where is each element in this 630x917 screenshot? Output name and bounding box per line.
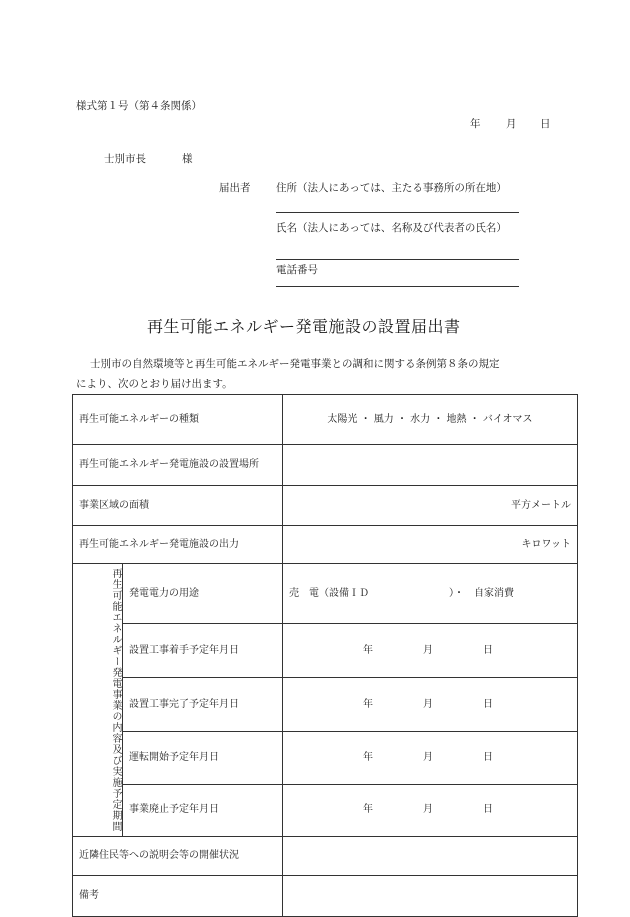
date-month-label: 月 bbox=[506, 118, 517, 130]
month-label: 月 bbox=[423, 644, 433, 656]
addressee-suffix: 様 bbox=[182, 153, 193, 165]
addressee: 士別市長 bbox=[104, 153, 146, 165]
month-label: 月 bbox=[423, 804, 433, 816]
area-unit[interactable]: 平方メートル bbox=[283, 486, 578, 526]
usage-option-paren: ）・ bbox=[449, 587, 464, 599]
group-label-a: 再生可能エネルギー発電事業 bbox=[110, 568, 121, 711]
remarks-label: 備考 bbox=[73, 876, 283, 917]
table-row bbox=[73, 678, 578, 732]
usage-option-self: 自家消費 bbox=[474, 587, 514, 599]
phone-line bbox=[276, 286, 519, 287]
intro-line-2: により、次のとおり届け出ます。 bbox=[76, 378, 233, 390]
form-number: 様式第１号（第４条関係） bbox=[76, 100, 202, 112]
day-label: 日 bbox=[483, 804, 493, 816]
location-value[interactable] bbox=[283, 445, 578, 486]
briefing-value[interactable] bbox=[283, 837, 578, 876]
applicant-label: 届出者 bbox=[219, 182, 251, 194]
energy-type-options[interactable]: 太陽光 ・ 風力 ・ 水力 ・ 地熱 ・ バイオマス bbox=[283, 395, 578, 445]
name-line bbox=[276, 259, 519, 260]
location-label: 再生可能エネルギー発電施設の設置場所 bbox=[73, 445, 283, 486]
intro-line-1: 士別市の自然環境等と再生可能エネルギー発電事業との調和に関する条例第８条の規定 bbox=[90, 358, 500, 370]
day-label: 日 bbox=[483, 752, 493, 763]
schedule-date[interactable] bbox=[283, 624, 578, 678]
month-label: 月 bbox=[423, 698, 433, 710]
year-label: 年 bbox=[363, 698, 373, 710]
date-day-label: 日 bbox=[540, 118, 551, 130]
table-row bbox=[73, 784, 578, 836]
table-row bbox=[73, 445, 578, 486]
table-row bbox=[73, 486, 578, 526]
phone-label: 電話番号 bbox=[276, 264, 318, 276]
schedule-label: 事業廃止予定年月日 bbox=[123, 784, 283, 836]
year-label: 年 bbox=[363, 804, 373, 816]
table-row bbox=[73, 395, 578, 445]
table-row bbox=[73, 732, 578, 784]
table-row bbox=[73, 526, 578, 564]
address-label: 住所（法人にあっては、主たる事務所の所在地） bbox=[276, 182, 507, 194]
table-row bbox=[73, 837, 578, 876]
table-row bbox=[73, 564, 578, 624]
output-label: 再生可能エネルギー発電施設の出力 bbox=[73, 526, 283, 564]
area-label: 事業区域の面積 bbox=[73, 486, 283, 526]
table-row bbox=[73, 624, 578, 678]
group-label-b: の内容及び実施予定期間 bbox=[110, 711, 121, 832]
group-label-cell bbox=[73, 564, 123, 837]
table-row bbox=[73, 876, 578, 917]
usage-option-sale: 売 電（設備ＩＤ bbox=[289, 587, 369, 599]
address-line bbox=[276, 212, 519, 213]
schedule-date[interactable] bbox=[283, 678, 578, 732]
remarks-value[interactable] bbox=[283, 876, 578, 917]
briefing-label: 近隣住民等への説明会等の開催状況 bbox=[73, 837, 283, 876]
day-label: 日 bbox=[483, 698, 493, 710]
name-label: 氏名（法人にあっては、名称及び代表者の氏名） bbox=[276, 222, 507, 234]
usage-label: 発電電力の用途 bbox=[123, 564, 283, 624]
energy-type-label: 再生可能エネルギーの種類 bbox=[73, 395, 283, 445]
day-label: 日 bbox=[483, 644, 493, 656]
year-label: 年 bbox=[363, 752, 373, 763]
notification-table bbox=[72, 394, 578, 917]
schedule-label: 設置工事完了予定年月日 bbox=[123, 678, 283, 732]
date-year-label: 年 bbox=[470, 118, 481, 130]
schedule-date[interactable] bbox=[283, 732, 578, 784]
output-unit[interactable]: キロワット bbox=[283, 526, 578, 564]
year-label: 年 bbox=[363, 644, 373, 656]
schedule-date[interactable] bbox=[283, 784, 578, 836]
usage-options[interactable] bbox=[283, 564, 578, 624]
schedule-label: 設置工事着手予定年月日 bbox=[123, 624, 283, 678]
schedule-label: 運転開始予定年月日 bbox=[123, 732, 283, 784]
page-title: 再生可能エネルギー発電施設の設置届出書 bbox=[147, 317, 461, 336]
month-label: 月 bbox=[423, 752, 433, 763]
